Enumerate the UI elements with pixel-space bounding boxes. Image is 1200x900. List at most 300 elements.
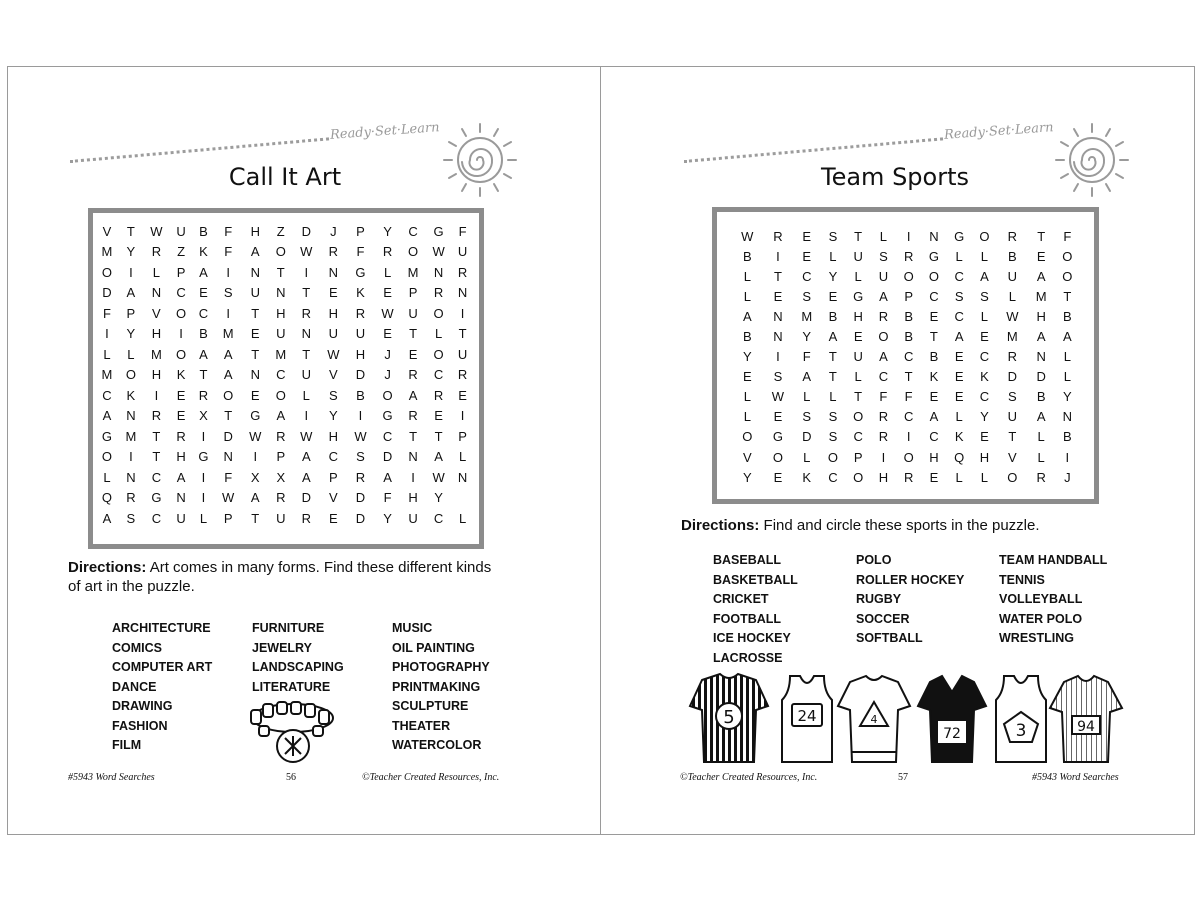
grid-letter: S: [1008, 389, 1017, 405]
grid-letter: I: [226, 264, 230, 280]
grid-letter: B: [1063, 308, 1072, 324]
grid-letter: R: [408, 408, 418, 424]
grid-letter: E: [458, 387, 467, 403]
grid-letter: U: [301, 367, 311, 383]
grid-letter: Y: [742, 469, 752, 485]
grid-letter: L: [743, 268, 751, 284]
directions-label: Directions:: [68, 559, 147, 576]
word-item: WATERCOLOR: [392, 738, 482, 752]
grid-letter: U: [853, 349, 863, 365]
grid-letter: O: [176, 305, 187, 321]
grid-letter: E: [250, 387, 260, 403]
jersey-number-3: 4: [870, 713, 878, 726]
grid-letter: U: [176, 510, 186, 526]
grid-letter: Q: [101, 490, 113, 506]
directions-text: Art comes in many forms. Find these different kinds of art in the puzzle.: [68, 559, 492, 595]
grid-letter: S: [126, 510, 136, 526]
grid-letter: R: [151, 244, 162, 260]
grid-letter: R: [151, 408, 162, 424]
grid-letter: T: [199, 367, 208, 383]
grid-letter: B: [356, 387, 365, 403]
grid-letter: L: [980, 308, 989, 324]
grid-letter: O: [853, 469, 864, 485]
grid-letter: N: [457, 469, 468, 485]
grid-letter: Y: [434, 490, 443, 506]
grid-letter: R: [355, 305, 366, 321]
footer-book-id: #5943 Word Searches: [1032, 772, 1119, 783]
grid-letter: G: [101, 428, 113, 444]
grid-letter: R: [878, 308, 889, 324]
grid-letter: R: [126, 490, 136, 506]
grid-letter: L: [302, 387, 310, 403]
grid-letter: Y: [383, 223, 392, 239]
grid-letter: L: [955, 469, 963, 485]
grid-letter: L: [803, 449, 811, 465]
grid-letter: G: [250, 408, 261, 424]
grid-letter: C: [828, 469, 838, 485]
grid-letter: T: [251, 305, 260, 321]
grid-letter: W: [1006, 308, 1019, 324]
grid-letter: H: [878, 469, 889, 485]
grid-letter: P: [329, 469, 338, 485]
grid-row: [732, 246, 1080, 266]
grid-letter: T: [773, 268, 782, 284]
grid-row: [95, 344, 473, 365]
grid-letter: E: [828, 288, 838, 304]
grid-letter: C: [954, 268, 964, 284]
grid-letter: E: [980, 429, 989, 445]
grid-letter: U: [408, 305, 418, 321]
grid-letter: I: [154, 387, 159, 403]
grid-letter: L: [743, 288, 751, 304]
grid-letter: T: [409, 428, 418, 444]
grid-letter: H: [328, 428, 339, 444]
word-item: OIL PAINTING: [392, 640, 475, 655]
grid-letter: T: [152, 449, 161, 465]
grid-letter: I: [906, 429, 911, 445]
grid-letter: C: [979, 349, 990, 365]
grid-letter: T: [1037, 228, 1046, 244]
word-list-column-3: [392, 621, 490, 758]
grid-letter: O: [382, 387, 393, 403]
word-item: TENNIS: [999, 572, 1045, 587]
grid-letter: R: [903, 248, 914, 264]
grid-letter: L: [743, 409, 751, 425]
grid-letter: B: [742, 248, 752, 264]
grid-letter: U: [328, 326, 339, 342]
word-item: FOOTBALL: [713, 611, 782, 626]
grid-letter: C: [929, 288, 939, 304]
grid-letter: K: [802, 469, 812, 485]
grid-row: [95, 488, 473, 509]
page-title: Call It Art: [228, 163, 342, 191]
grid-letter: A: [383, 469, 392, 485]
grid-letter: O: [903, 449, 914, 465]
grid-letter: N: [151, 285, 162, 301]
grid-letter: M: [801, 308, 813, 324]
grid-row: [95, 283, 473, 304]
grid-letter: C: [433, 367, 444, 383]
grid-letter: L: [199, 510, 208, 526]
grid-letter: A: [879, 288, 888, 304]
jersey-number-5: 3: [1015, 721, 1027, 741]
grid-letter: B: [904, 308, 913, 324]
jersey-6: [1050, 676, 1122, 762]
jerseys-illustration: [686, 672, 1130, 768]
grid-row: [95, 365, 473, 386]
grid-letter: K: [929, 369, 939, 385]
grid-letter: I: [179, 326, 183, 342]
grid-letter: N: [176, 490, 186, 506]
grid-letter: B: [1008, 248, 1017, 264]
grid-letter: C: [979, 389, 990, 405]
grid-letter: L: [383, 264, 392, 280]
grid-row: [732, 367, 1080, 387]
grid-letter: H: [1036, 308, 1046, 324]
grid-letter: D: [301, 223, 311, 239]
grid-letter: B: [199, 326, 208, 342]
grid-letter: T: [251, 510, 260, 526]
grid-letter: P: [126, 305, 136, 321]
grid-letter: R: [457, 367, 468, 383]
grid-letter: R: [276, 428, 286, 444]
grid-letter: Y: [742, 349, 752, 365]
grid-letter: C: [276, 367, 286, 383]
grid-letter: L: [103, 469, 111, 485]
grid-letter: W: [327, 346, 340, 362]
grid-row: [732, 407, 1080, 427]
jersey-number-6: 94: [1077, 719, 1095, 735]
word-list-column-2: [856, 553, 964, 651]
grid-letter: O: [433, 305, 444, 321]
sun-icon: [1052, 120, 1132, 200]
grid-letter: E: [176, 387, 186, 403]
word-item: CRICKET: [713, 592, 769, 606]
grid-letter: E: [176, 408, 186, 424]
page-title: Team Sports: [821, 163, 969, 191]
grid-row: [95, 324, 473, 345]
grid-row: [732, 387, 1080, 407]
grid-letter: L: [980, 469, 989, 485]
grid-letter: S: [773, 369, 783, 385]
grid-letter: E: [954, 389, 964, 405]
grid-letter: A: [434, 449, 443, 465]
grid-letter: R: [176, 428, 186, 444]
grid-letter: R: [1007, 349, 1018, 365]
grid-letter: D: [1036, 369, 1046, 385]
grid-letter: O: [878, 329, 889, 345]
grid-letter: L: [458, 449, 467, 465]
grid-letter: F: [102, 305, 111, 321]
grid-letter: P: [408, 285, 418, 301]
grid-letter: V: [329, 490, 338, 506]
grid-letter: U: [1007, 268, 1018, 284]
grid-letter: C: [102, 387, 112, 403]
grid-letter: O: [1007, 469, 1018, 485]
grid-letter: T: [458, 326, 467, 342]
word-item: SOCCER: [856, 611, 910, 626]
grid-letter: L: [743, 389, 751, 405]
grid-letter: N: [301, 326, 311, 342]
grid-letter: I: [201, 469, 206, 485]
grid-letter: E: [1036, 248, 1046, 264]
word-item: WRESTLING: [999, 631, 1074, 645]
word-item: FILM: [112, 738, 142, 752]
grid-letter: H: [328, 305, 339, 321]
grid-letter: L: [1063, 349, 1071, 365]
grid-letter: H: [408, 490, 418, 506]
grid-letter: D: [355, 510, 366, 526]
brand-label: Ready·Set·Learn: [943, 120, 1055, 143]
grid-letter: K: [980, 369, 989, 385]
grid-letter: E: [742, 369, 752, 385]
grid-letter: G: [355, 264, 366, 280]
grid-row: [95, 467, 473, 488]
grid-letter: I: [776, 248, 780, 264]
grid-letter: C: [151, 510, 162, 526]
grid-letter: N: [408, 449, 418, 465]
grid-row: [95, 508, 473, 529]
grid-row: [732, 326, 1080, 346]
grid-letter: I: [201, 428, 206, 444]
grid-letter: U: [176, 223, 186, 239]
grid-letter: A: [1063, 329, 1072, 345]
grid-row: [95, 406, 473, 427]
word-item: SCULPTURE: [392, 699, 469, 713]
grid-letter: C: [903, 409, 914, 425]
grid-letter: E: [773, 409, 783, 425]
jersey-4: [918, 676, 986, 762]
grid-row: [95, 242, 473, 263]
grid-letter: W: [300, 244, 313, 260]
grid-letter: I: [411, 469, 415, 485]
grid-letter: I: [253, 449, 258, 465]
grid-letter: N: [250, 367, 260, 383]
grid-letter: O: [1062, 268, 1073, 284]
grid-letter: I: [226, 305, 230, 321]
page-fold: [600, 66, 601, 835]
grid-letter: D: [301, 490, 311, 506]
grid-letter: H: [853, 308, 863, 324]
grid-letter: A: [828, 329, 838, 345]
grid-letter: S: [329, 387, 338, 403]
grid-letter: W: [249, 428, 262, 444]
grid-letter: G: [928, 248, 939, 264]
word-item: COMICS: [112, 640, 162, 655]
grid-letter: I: [358, 408, 363, 424]
grid-letter: H: [176, 449, 186, 465]
grid-letter: A: [199, 264, 208, 280]
jersey-2: [782, 676, 832, 762]
grid-letter: R: [903, 469, 914, 485]
grid-letter: B: [828, 308, 838, 324]
grid-letter: R: [355, 469, 366, 485]
jersey-1: [690, 674, 768, 762]
grid-letter: O: [903, 268, 914, 284]
grid-row: [732, 467, 1080, 487]
grid-letter: K: [126, 387, 136, 403]
grid-letter: O: [433, 346, 444, 362]
brand-label: Ready·Set·Learn: [329, 120, 441, 143]
grid-letter: Q: [954, 449, 965, 465]
grid-letter: A: [802, 369, 812, 385]
grid-letter: E: [954, 369, 964, 385]
grid-letter: F: [224, 244, 233, 260]
grid-row: [95, 303, 473, 324]
grid-letter: J: [384, 367, 391, 383]
grid-letter: F: [383, 490, 392, 506]
grid-letter: N: [328, 264, 339, 280]
grid-letter: U: [457, 346, 468, 362]
grid-letter: S: [828, 429, 838, 445]
grid-letter: J: [1064, 469, 1071, 485]
word-item: ROLLER HOCKEY: [856, 572, 965, 587]
grid-row: [95, 426, 473, 447]
grid-letter: A: [1036, 268, 1046, 284]
grid-letter: G: [954, 228, 965, 244]
grid-letter: I: [906, 228, 911, 244]
grid-letter: P: [458, 428, 467, 444]
word-item: BASKETBALL: [713, 572, 798, 587]
grid-letter: B: [742, 329, 752, 345]
grid-letter: S: [954, 288, 964, 304]
grid-letter: D: [1007, 369, 1018, 385]
grid-letter: O: [275, 387, 286, 403]
word-item: LACROSSE: [713, 650, 783, 665]
jersey-number-4: 72: [943, 726, 961, 742]
grid-letter: P: [356, 223, 365, 239]
grid-letter: I: [201, 490, 206, 506]
grid-letter: Y: [329, 408, 338, 424]
grid-letter: L: [829, 389, 837, 405]
grid-letter: L: [127, 346, 135, 362]
grid-letter: L: [879, 228, 888, 244]
grid-letter: Z: [276, 223, 285, 239]
grid-row: [732, 226, 1080, 246]
word-item: PHOTOGRAPHY: [392, 660, 490, 674]
grid-letter: U: [1007, 409, 1018, 425]
grid-letter: S: [828, 409, 838, 425]
grid-letter: B: [1036, 389, 1046, 405]
grid-letter: L: [1037, 429, 1045, 445]
grid-letter: Y: [802, 329, 812, 345]
grid-letter: U: [250, 285, 260, 301]
word-item: FASHION: [112, 718, 168, 733]
grid-letter: P: [223, 510, 233, 526]
grid-letter: E: [929, 308, 939, 324]
grid-letter: K: [356, 285, 365, 301]
grid-letter: W: [432, 244, 445, 260]
directions: [68, 558, 498, 596]
grid-letter: O: [742, 429, 753, 445]
grid-letter: E: [802, 228, 812, 244]
grid-letter: N: [250, 264, 260, 280]
grid-letter: T: [828, 349, 837, 365]
grid-letter: T: [854, 389, 863, 405]
grid-letter: H: [929, 449, 939, 465]
word-item: FURNITURE: [252, 621, 325, 635]
grid-letter: J: [384, 346, 391, 362]
grid-letter: T: [224, 408, 233, 424]
grid-letter: U: [878, 268, 889, 284]
grid-letter: E: [980, 329, 989, 345]
grid-letter: O: [223, 387, 234, 403]
grid-letter: A: [301, 449, 311, 465]
grid-letter: W: [150, 223, 163, 239]
grid-letter: O: [1062, 248, 1073, 264]
word-item: WATER POLO: [999, 611, 1083, 626]
grid-letter: F: [224, 223, 233, 239]
word-item: DRAWING: [112, 699, 173, 713]
grid-letter: M: [101, 244, 113, 260]
grid-letter: F: [356, 244, 365, 260]
grid-letter: R: [276, 490, 286, 506]
grid-letter: A: [250, 244, 260, 260]
grid-letter: W: [432, 469, 445, 485]
word-item: BASEBALL: [713, 553, 782, 567]
grid-letter: R: [878, 429, 889, 445]
grid-letter: W: [381, 305, 394, 321]
grid-letter: U: [276, 510, 286, 526]
word-search-grid: [732, 226, 1080, 487]
grid-letter: C: [853, 429, 863, 445]
grid-letter: L: [854, 369, 862, 385]
grid-letter: E: [773, 469, 783, 485]
grid-letter: T: [854, 228, 863, 244]
word-item: VOLLEYBALL: [999, 592, 1083, 606]
footer-book-id: #5943 Word Searches: [68, 772, 155, 783]
grid-letter: A: [1036, 329, 1046, 345]
grid-letter: G: [151, 490, 162, 506]
grid-letter: E: [802, 248, 812, 264]
grid-letter: E: [408, 346, 418, 362]
grid-letter: D: [223, 428, 233, 444]
grid-letter: F: [1063, 228, 1072, 244]
grid-letter: I: [460, 305, 465, 321]
grid-letter: W: [222, 490, 235, 506]
grid-letter: C: [198, 305, 209, 321]
grid-letter: L: [955, 248, 963, 264]
grid-letter: M: [407, 264, 419, 280]
grid-letter: J: [330, 223, 337, 239]
grid-letter: E: [434, 408, 443, 424]
grid-letter: Y: [980, 409, 989, 425]
grid-letter: A: [102, 408, 112, 424]
grid-letter: N: [433, 264, 444, 280]
grid-letter: M: [275, 346, 287, 362]
grid-letter: C: [929, 429, 939, 445]
grid-letter: L: [458, 510, 467, 526]
grid-letter: N: [126, 469, 136, 485]
grid-letter: L: [1063, 369, 1071, 385]
grid-letter: F: [224, 469, 233, 485]
grid-letter: H: [250, 223, 260, 239]
grid-letter: I: [776, 349, 780, 365]
grid-letter: N: [223, 449, 233, 465]
grid-letter: H: [151, 326, 162, 342]
grid-letter: I: [304, 408, 309, 424]
grid-letter: O: [125, 367, 136, 383]
grid-letter: L: [980, 248, 989, 264]
grid-letter: Y: [126, 326, 136, 342]
word-list-column-3: [999, 553, 1107, 651]
grid-letter: M: [1006, 329, 1018, 345]
grid-letter: F: [458, 223, 467, 239]
grid-letter: I: [105, 326, 109, 342]
grid-letter: R: [328, 244, 339, 260]
grid-letter: A: [126, 285, 136, 301]
grid-letter: O: [979, 228, 990, 244]
